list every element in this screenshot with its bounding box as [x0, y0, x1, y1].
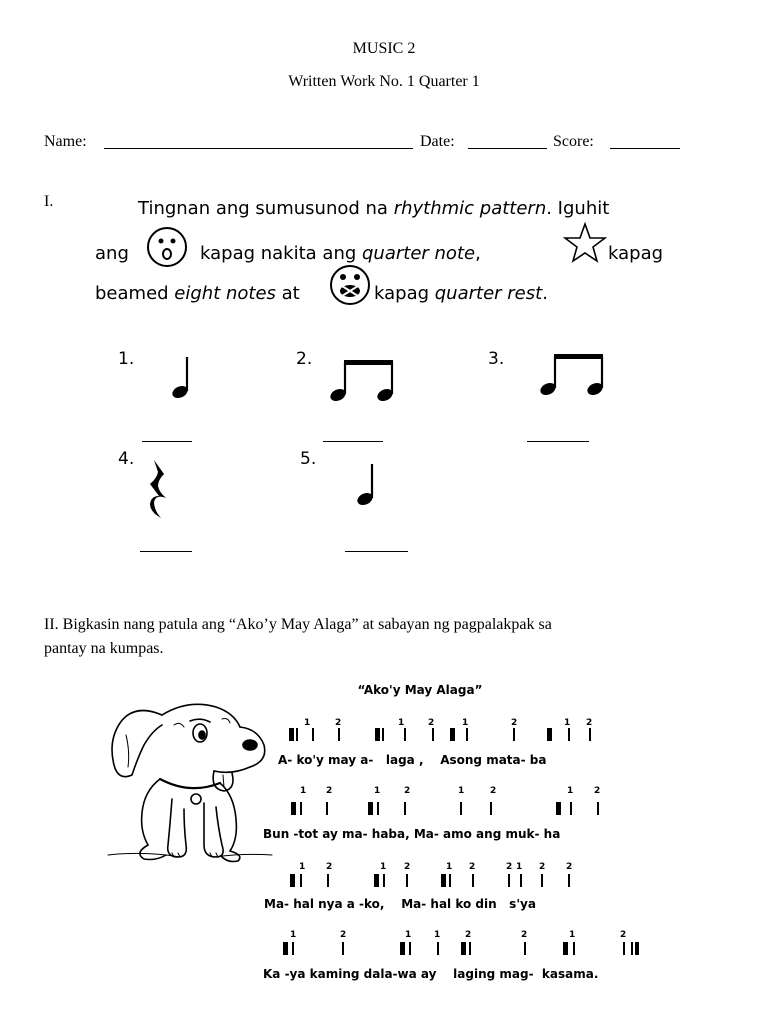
beat-number: 1	[434, 930, 441, 940]
instruction-line-2-start: ang	[95, 243, 129, 264]
item-1-label: 1.	[118, 349, 135, 369]
name-field[interactable]	[104, 148, 413, 149]
beat-mark	[382, 728, 384, 741]
beat-number: 1	[299, 862, 306, 872]
instruction-text: at	[275, 283, 300, 304]
beat-number: 2	[469, 862, 476, 872]
worksheet-subtitle: Written Work No. 1 Quarter 1	[288, 73, 480, 90]
beat-mark	[290, 874, 295, 887]
beat-number: 1	[405, 930, 412, 940]
beat-mark	[541, 874, 543, 887]
beat-mark	[508, 874, 510, 887]
instruction-line-1	[138, 198, 609, 219]
beat-mark	[466, 728, 468, 741]
beat-number: 2	[335, 718, 342, 728]
quarter-rest-icon	[148, 458, 172, 520]
worksheet-title: MUSIC 2	[352, 40, 416, 57]
final-barline	[635, 942, 639, 955]
instruction-text: kapag	[374, 283, 435, 304]
beat-mark	[460, 802, 462, 815]
beat-mark	[573, 942, 575, 955]
name-label: Name:	[44, 133, 87, 150]
song-title: “Ako'y May Alaga”	[357, 683, 483, 697]
instruction-emphasis: quarter rest	[434, 283, 543, 304]
score-field[interactable]	[610, 148, 680, 149]
instruction-line-3	[95, 283, 300, 304]
quarter-note-icon	[355, 462, 377, 507]
beat-mark	[292, 942, 294, 955]
beat-number: 2	[326, 786, 333, 796]
beat-mark	[461, 942, 466, 955]
beat-mark	[513, 728, 515, 741]
beat-number: 2	[465, 930, 472, 940]
surprised-face-icon	[145, 225, 189, 269]
lyric-line-4: Ka -ya kaming dala-wa ay laging mag- kasama.	[263, 967, 599, 981]
beat-number: 1	[398, 718, 405, 728]
instruction-emphasis: eight notes	[174, 283, 276, 304]
item-4-label: 4.	[118, 449, 135, 469]
instruction-line-3-end	[374, 283, 548, 304]
beat-mark	[291, 802, 296, 815]
beat-mark	[570, 802, 572, 815]
beat-mark	[342, 942, 344, 955]
beat-mark	[432, 728, 434, 741]
beat-number: 1	[569, 930, 576, 940]
beat-number: 1	[300, 786, 307, 796]
beat-mark	[375, 728, 380, 741]
rhythm-line-2	[0, 786, 768, 816]
instruction-text: beamed	[95, 283, 175, 304]
beat-number: 1	[304, 718, 311, 728]
beat-mark	[490, 802, 492, 815]
beat-number: 1	[374, 786, 381, 796]
beat-number: 2	[586, 718, 593, 728]
instruction-line-2-end: kapag	[608, 243, 664, 264]
item-3-label: 3.	[488, 349, 505, 369]
item-2-answer-line[interactable]	[323, 441, 383, 442]
beat-mark	[404, 728, 406, 741]
beat-number: 1	[564, 718, 571, 728]
beat-mark	[312, 728, 314, 741]
final-barline	[631, 942, 633, 955]
beat-number: 1	[458, 786, 465, 796]
item-3-answer-line[interactable]	[527, 441, 589, 442]
instruction-text: ,	[475, 243, 481, 264]
beat-number: 2	[326, 862, 333, 872]
item-4-answer-line[interactable]	[140, 551, 192, 552]
beat-number: 2	[490, 786, 497, 796]
beat-mark	[563, 942, 568, 955]
instruction-text: Tingnan ang sumusunod na	[138, 198, 394, 219]
rhythm-line-3	[0, 858, 768, 888]
beat-mark	[547, 728, 552, 741]
beat-number: 2	[404, 786, 411, 796]
beat-mark	[441, 874, 446, 887]
rhythm-line-1	[0, 718, 768, 748]
beat-mark	[326, 802, 328, 815]
beat-number: 2	[566, 862, 573, 872]
beat-mark	[568, 874, 570, 887]
beat-number: 2	[404, 862, 411, 872]
beat-mark	[524, 942, 526, 955]
beat-mark	[404, 802, 406, 815]
beat-number: 2	[539, 862, 546, 872]
beat-mark	[437, 942, 439, 955]
instruction-emphasis: quarter note	[362, 243, 476, 264]
beat-mark	[568, 728, 570, 741]
beat-mark	[406, 874, 408, 887]
beat-mark	[300, 802, 302, 815]
beat-mark	[472, 874, 474, 887]
instruction-text: . Iguhit	[546, 198, 610, 219]
beat-mark	[400, 942, 405, 955]
beat-mark	[450, 728, 455, 741]
beat-number: 1	[446, 862, 453, 872]
item-5-answer-line[interactable]	[345, 551, 408, 552]
beat-number: 2	[428, 718, 435, 728]
lyric-line-3: Ma- hal nya a -ko, Ma- hal ko din s'ya	[264, 897, 536, 911]
instruction-emphasis: rhythmic pattern	[393, 198, 547, 219]
beat-mark	[469, 942, 471, 955]
part2-instruction-line-2: pantay na kumpas.	[44, 640, 164, 657]
beat-mark	[300, 874, 302, 887]
beat-number: 1	[380, 862, 387, 872]
beat-number: 1	[462, 718, 469, 728]
beat-number: 2	[340, 930, 347, 940]
beat-mark	[556, 802, 561, 815]
quarter-note-icon	[170, 355, 192, 400]
beat-number: 2	[511, 718, 518, 728]
beat-mark	[623, 942, 625, 955]
instruction-text: .	[542, 283, 548, 304]
beat-mark	[338, 728, 340, 741]
score-label: Score:	[553, 133, 594, 150]
beamed-eighth-notes-icon	[328, 358, 398, 404]
beat-mark	[409, 942, 411, 955]
beat-mark	[520, 874, 522, 887]
star-icon	[563, 222, 607, 264]
beamed-eighth-notes-icon	[538, 352, 608, 398]
beat-number: 1	[290, 930, 297, 940]
beat-mark	[289, 728, 294, 741]
date-label: Date:	[420, 133, 455, 150]
beat-number: 1	[567, 786, 574, 796]
beat-mark	[377, 802, 379, 815]
beat-mark	[374, 874, 379, 887]
beat-number: 2	[620, 930, 627, 940]
beat-number: 2	[594, 786, 601, 796]
part1-number: I.	[44, 193, 54, 210]
rhythm-line-4	[0, 930, 768, 960]
item-1-answer-line[interactable]	[142, 441, 192, 442]
muted-face-icon	[328, 263, 372, 307]
beat-mark	[283, 942, 288, 955]
lyric-line-1: A- ko'y may a- laga , Asong mata- ba	[278, 753, 547, 767]
instruction-text: kapag nakita ang	[200, 243, 362, 264]
beat-mark	[296, 728, 298, 741]
beat-mark	[449, 874, 451, 887]
beat-number: 2	[521, 930, 528, 940]
part2-instruction-line-1: II. Bigkasin nang patula ang “Ako’y May Alaga” at sabayan ng pagpalakpak sa	[44, 616, 552, 633]
beat-mark	[589, 728, 591, 741]
beat-number: 1	[516, 862, 523, 872]
beat-mark	[597, 802, 599, 815]
beat-number: 2	[506, 862, 513, 872]
beat-mark	[368, 802, 373, 815]
beat-mark	[327, 874, 329, 887]
beat-mark	[383, 874, 385, 887]
instruction-line-2	[200, 243, 481, 264]
item-5-label: 5.	[300, 449, 317, 469]
item-2-label: 2.	[296, 349, 313, 369]
date-field[interactable]	[468, 148, 547, 149]
lyric-line-2: Bun -tot ay ma- haba, Ma- amo ang muk- ha	[263, 827, 561, 841]
